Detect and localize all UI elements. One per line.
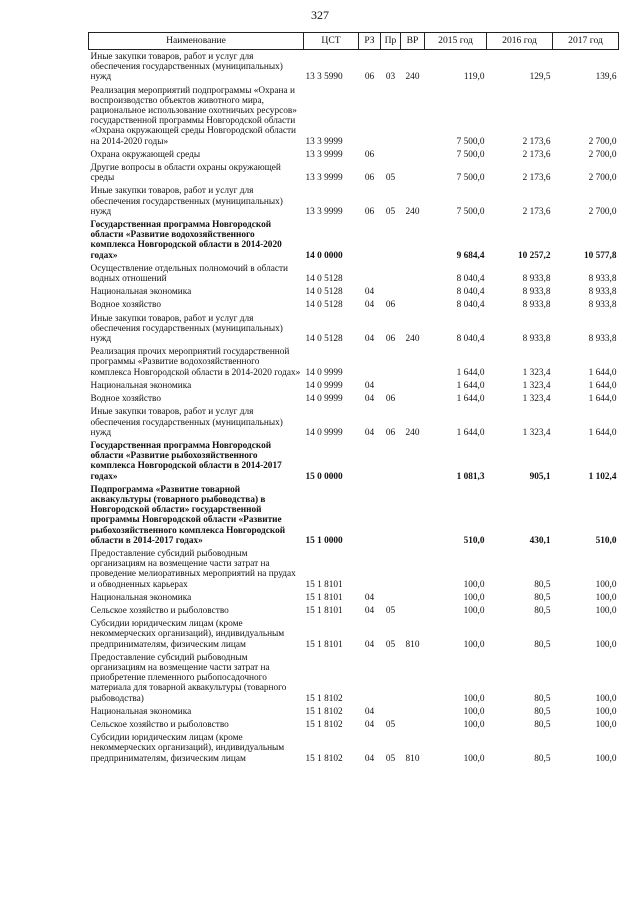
cell-2016: 430,1	[529, 535, 551, 546]
cell-2017: 139,6	[595, 72, 617, 83]
cell-cst: 14 0 0000	[305, 250, 343, 261]
cell-name: Подпрограмма «Развитие товарной аквакультуры (товарного рыбоводства) в Новгородской области» государственной программы Новгородской области «Развитие рыбохозяйственного комплекса Новгородской области в 2014-2017 годах»	[90, 484, 286, 546]
table-row	[89, 731, 619, 765]
cell-pr: 06	[385, 427, 396, 438]
header-vr: ВР	[401, 33, 425, 50]
cell-2017: 1 644,0	[588, 394, 617, 405]
cell-2016: 80,5	[534, 639, 551, 650]
cell-2015: 119,0	[463, 72, 485, 83]
cell-2015: 8 040,4	[456, 274, 485, 285]
cell-rz	[359, 439, 381, 483]
cell-2017: 100,0	[595, 639, 617, 650]
cell-cst: 15 0 0000	[305, 471, 343, 482]
cell-vr	[401, 262, 425, 285]
cell-2017: 100,0	[595, 719, 617, 730]
cell-pr	[381, 439, 401, 483]
cell-vr	[401, 392, 425, 405]
cell-2016: 80,5	[534, 706, 551, 717]
cell-2016: 80,5	[534, 693, 551, 704]
cell-pr	[381, 262, 401, 285]
cell-2017: 510,0	[595, 535, 617, 546]
cell-2017: 100,0	[595, 592, 617, 603]
cell-2015: 100,0	[463, 719, 485, 730]
cell-pr: 03	[385, 72, 396, 83]
cell-2017: 10 577,8	[583, 250, 617, 261]
cell-2015: 7 500,0	[456, 173, 485, 184]
cell-vr: 240	[405, 427, 420, 438]
cell-2017: 8 933,8	[588, 334, 617, 345]
cell-cst: 13 3 5990	[305, 72, 343, 83]
cell-rz: 04	[364, 380, 375, 391]
cell-pr: 05	[385, 605, 396, 616]
table-row	[89, 345, 619, 379]
cell-rz: 04	[364, 592, 375, 603]
cell-2017: 2 700,0	[588, 136, 617, 147]
cell-cst: 13 3 9999	[305, 136, 343, 147]
cell-cst: 15 1 8101	[305, 592, 343, 603]
table-row	[89, 379, 619, 392]
cell-cst: 14 0 5128	[305, 274, 343, 285]
cell-2015: 100,0	[463, 706, 485, 717]
cell-name: Предоставление субсидий рыбоводным организациям на возмещение части затрат на приобретение племенного рыбопосадочного материала для товарной аквакультуры (товарного рыбоводства)	[90, 652, 287, 704]
cell-rz: 04	[364, 605, 375, 616]
cell-pr	[381, 591, 401, 604]
cell-rz: 06	[364, 149, 375, 160]
cell-2015: 1 644,0	[456, 427, 485, 438]
cell-2015: 100,0	[463, 592, 485, 603]
cell-2017: 2 700,0	[588, 149, 617, 160]
cell-vr	[401, 705, 425, 718]
header-rz: РЗ	[359, 33, 381, 50]
cell-2017: 100,0	[595, 706, 617, 717]
cell-rz: 06	[364, 72, 375, 83]
cell-2017: 100,0	[595, 693, 617, 704]
cell-name: Иные закупки товаров, работ и услуг для обеспечения государственных (муниципальных) нужд	[90, 186, 283, 217]
table-row	[89, 285, 619, 298]
cell-cst: 15 1 8102	[305, 753, 343, 764]
cell-pr: 05	[385, 206, 396, 217]
cell-name: Водное хозяйство	[90, 300, 162, 311]
cell-2015: 1 644,0	[456, 394, 485, 405]
cell-2015: 8 040,4	[456, 334, 485, 345]
cell-rz: 04	[364, 300, 375, 311]
table-row	[89, 705, 619, 718]
cell-name: Предоставление субсидий рыбоводным организациям на возмещение части затрат на проведение мелиоративных мероприятий на прудах и обводненных карьерах	[90, 548, 296, 590]
table-row	[89, 148, 619, 161]
cell-2015: 1 644,0	[456, 367, 485, 378]
cell-pr: 06	[385, 334, 396, 345]
table-row	[89, 439, 619, 483]
cell-name: Сельское хозяйство и рыболовство	[90, 719, 229, 730]
cell-vr	[401, 379, 425, 392]
cell-2015: 100,0	[463, 639, 485, 650]
cell-cst: 14 0 5128	[305, 334, 343, 345]
table-row	[89, 604, 619, 617]
cell-pr	[381, 379, 401, 392]
cell-pr	[381, 547, 401, 591]
cell-pr	[381, 84, 401, 148]
cell-2016: 8 933,8	[522, 300, 551, 311]
cell-rz: 04	[364, 719, 375, 730]
cell-2017: 100,0	[595, 579, 617, 590]
table-row	[89, 184, 619, 218]
cell-vr: 810	[405, 753, 420, 764]
cell-name: Иные закупки товаров, работ и услуг для обеспечения государственных (муниципальных) нужд	[90, 52, 283, 83]
cell-name: Национальная экономика	[90, 380, 192, 391]
table-row	[89, 262, 619, 285]
cell-2016: 80,5	[534, 592, 551, 603]
cell-vr	[401, 345, 425, 379]
cell-2017: 8 933,8	[588, 287, 617, 298]
table-row	[89, 547, 619, 591]
cell-pr	[381, 651, 401, 705]
cell-name: Национальная экономика	[90, 287, 192, 298]
cell-rz	[359, 547, 381, 591]
cell-vr	[401, 439, 425, 483]
cell-cst: 14 0 9999	[305, 367, 343, 378]
cell-2015: 100,0	[463, 579, 485, 590]
cell-pr: 05	[385, 639, 396, 650]
cell-2017: 1 644,0	[588, 367, 617, 378]
cell-rz	[359, 483, 381, 547]
cell-name: Реализация прочих мероприятий государственной программы «Развитие водохозяйственного комплекса Новгородской области в 2014-2020 годах»	[90, 347, 301, 378]
cell-vr: 240	[405, 206, 420, 217]
cell-vr	[401, 148, 425, 161]
table-row	[89, 617, 619, 651]
cell-vr	[401, 298, 425, 311]
cell-2017: 100,0	[595, 753, 617, 764]
cell-name: Государственная программа Новгородской области «Развитие водохозяйственного комплекса Новгородской области в 2014-2020 годах»	[90, 220, 282, 261]
cell-2017: 1 644,0	[588, 380, 617, 391]
cell-2016: 80,5	[534, 579, 551, 590]
cell-vr: 240	[405, 72, 420, 83]
cell-name: Иные закупки товаров, работ и услуг для обеспечения государственных (муниципальных) нужд	[90, 407, 283, 438]
cell-cst: 13 3 9999	[305, 206, 343, 217]
cell-2016: 1 323,4	[522, 367, 551, 378]
cell-vr	[401, 218, 425, 262]
cell-pr: 05	[385, 719, 396, 730]
cell-pr	[381, 285, 401, 298]
cell-vr	[401, 483, 425, 547]
cell-name: Иные закупки товаров, работ и услуг для обеспечения государственных (муниципальных) нужд	[90, 313, 283, 345]
cell-name: Сельское хозяйство и рыболовство	[90, 605, 229, 616]
cell-vr	[401, 285, 425, 298]
cell-pr	[381, 345, 401, 379]
cell-rz: 06	[364, 206, 375, 217]
cell-vr: 810	[405, 639, 420, 650]
table-row	[89, 405, 619, 439]
cell-2016: 80,5	[534, 753, 551, 764]
cell-cst: 15 1 8102	[305, 706, 343, 717]
cell-cst: 15 1 8101	[305, 605, 343, 616]
cell-pr: 05	[385, 173, 396, 184]
cell-2017: 8 933,8	[588, 274, 617, 285]
cell-2015: 100,0	[463, 693, 485, 704]
cell-2016: 2 173,6	[522, 206, 551, 217]
cell-vr: 240	[405, 334, 420, 345]
cell-2017: 1 644,0	[588, 427, 617, 438]
cell-2015: 8 040,4	[456, 300, 485, 311]
cell-name: Национальная экономика	[90, 592, 192, 603]
cell-2015: 7 500,0	[456, 149, 485, 160]
table-row	[89, 718, 619, 731]
cell-2015: 510,0	[463, 535, 485, 546]
table-row	[89, 591, 619, 604]
table-header	[89, 33, 619, 50]
cell-cst: 14 0 9999	[305, 380, 343, 391]
cell-rz: 06	[364, 173, 375, 184]
table-row	[89, 298, 619, 311]
cell-2015: 8 040,4	[456, 287, 485, 298]
table-row	[89, 651, 619, 705]
header-2016: 2016 год	[487, 33, 553, 50]
cell-rz: 04	[364, 706, 375, 717]
table-row	[89, 312, 619, 346]
header-name: Наименование	[89, 33, 304, 50]
cell-2016: 1 323,4	[522, 380, 551, 391]
cell-name: Охрана окружающей среды	[90, 149, 201, 160]
cell-name: Реализация мероприятий подпрограммы «Охрана и воспроизводство объектов животного мира, рациональное использование охотничьих ресурсов» государственной программы Новгородской области «Охрана окружающей среды Новгородской области на 2014-2020 годы»	[90, 85, 297, 147]
cell-pr: 05	[385, 753, 396, 764]
header-pr: Пр	[381, 33, 401, 50]
cell-2016: 80,5	[534, 605, 551, 616]
cell-vr	[401, 161, 425, 184]
cell-vr	[401, 84, 425, 148]
table-row	[89, 84, 619, 148]
cell-cst: 14 0 5128	[305, 287, 343, 298]
cell-2016: 8 933,8	[522, 287, 551, 298]
cell-cst: 15 1 0000	[305, 535, 343, 546]
cell-2016: 1 323,4	[522, 394, 551, 405]
cell-name: Государственная программа Новгородской области «Развитие рыбохозяйственного комплекса Новгородской области в 2014-2017 годах»	[90, 440, 282, 482]
cell-2017: 8 933,8	[588, 300, 617, 311]
table-row	[89, 483, 619, 547]
cell-rz: 04	[364, 287, 375, 298]
cell-2017: 2 700,0	[588, 173, 617, 184]
cell-2015: 1 081,3	[456, 471, 485, 482]
cell-pr: 06	[385, 300, 396, 311]
header-2015: 2015 год	[425, 33, 487, 50]
cell-2016: 905,1	[529, 471, 551, 482]
cell-rz: 04	[364, 334, 375, 345]
cell-2015: 7 500,0	[456, 136, 485, 147]
cell-2016: 8 933,8	[522, 274, 551, 285]
cell-rz	[359, 651, 381, 705]
cell-pr: 06	[385, 394, 396, 405]
cell-2015: 100,0	[463, 605, 485, 616]
cell-2015: 100,0	[463, 753, 485, 764]
cell-2015: 1 644,0	[456, 380, 485, 391]
cell-vr	[401, 604, 425, 617]
cell-cst: 14 0 5128	[305, 300, 343, 311]
cell-vr	[401, 547, 425, 591]
cell-name: Субсидии юридическим лицам (кроме некоммерческих организаций), индивидуальным предпринимателям, физическим лицам	[90, 733, 285, 764]
header-cst: ЦСТ	[304, 33, 359, 50]
cell-cst: 15 1 8101	[305, 579, 343, 590]
cell-2016: 2 173,6	[522, 136, 551, 147]
cell-2016: 2 173,6	[522, 149, 551, 160]
cell-pr	[381, 483, 401, 547]
cell-cst: 14 0 9999	[305, 394, 343, 405]
cell-cst: 15 1 8101	[305, 639, 343, 650]
cell-pr	[381, 218, 401, 262]
cell-2017: 1 102,4	[588, 471, 617, 482]
cell-rz	[359, 262, 381, 285]
cell-2017: 100,0	[595, 605, 617, 616]
cell-2015: 7 500,0	[456, 206, 485, 217]
table-row	[89, 161, 619, 184]
cell-rz: 04	[364, 394, 375, 405]
cell-rz: 04	[364, 753, 375, 764]
cell-pr	[381, 705, 401, 718]
cell-cst: 14 0 9999	[305, 427, 343, 438]
cell-2016: 129,5	[529, 72, 551, 83]
table-row	[89, 218, 619, 262]
table-body	[89, 50, 619, 765]
cell-vr	[401, 651, 425, 705]
cell-2016: 1 323,4	[522, 427, 551, 438]
cell-rz	[359, 218, 381, 262]
cell-name: Субсидии юридическим лицам (кроме некоммерческих организаций), индивидуальным предпринимателям, физическим лицам	[90, 619, 285, 650]
cell-name: Национальная экономика	[90, 706, 192, 717]
cell-cst: 15 1 8102	[305, 719, 343, 730]
cell-rz	[359, 345, 381, 379]
cell-cst: 13 3 9999	[305, 173, 343, 184]
cell-rz: 04	[364, 639, 375, 650]
cell-rz	[359, 84, 381, 148]
cell-name: Другие вопросы в области охраны окружающей среды	[90, 163, 281, 184]
cell-vr	[401, 591, 425, 604]
page-number: 327	[311, 8, 329, 22]
cell-name: Водное хозяйство	[90, 394, 162, 405]
cell-cst: 15 1 8102	[305, 693, 343, 704]
cell-2016: 2 173,6	[522, 173, 551, 184]
cell-name: Осуществление отдельных полномочий в области водных отношений	[90, 263, 289, 285]
table-row	[89, 392, 619, 405]
cell-cst: 13 3 9999	[305, 149, 343, 160]
cell-2016: 8 933,8	[522, 334, 551, 345]
table-row	[89, 50, 619, 84]
cell-2016: 80,5	[534, 719, 551, 730]
cell-rz: 04	[364, 427, 375, 438]
cell-pr	[381, 148, 401, 161]
cell-2016: 10 257,2	[517, 250, 551, 261]
cell-2015: 9 684,4	[456, 250, 485, 261]
cell-vr	[401, 718, 425, 731]
budget-table	[88, 32, 619, 765]
header-2017: 2017 год	[553, 33, 619, 50]
cell-2017: 2 700,0	[588, 206, 617, 217]
